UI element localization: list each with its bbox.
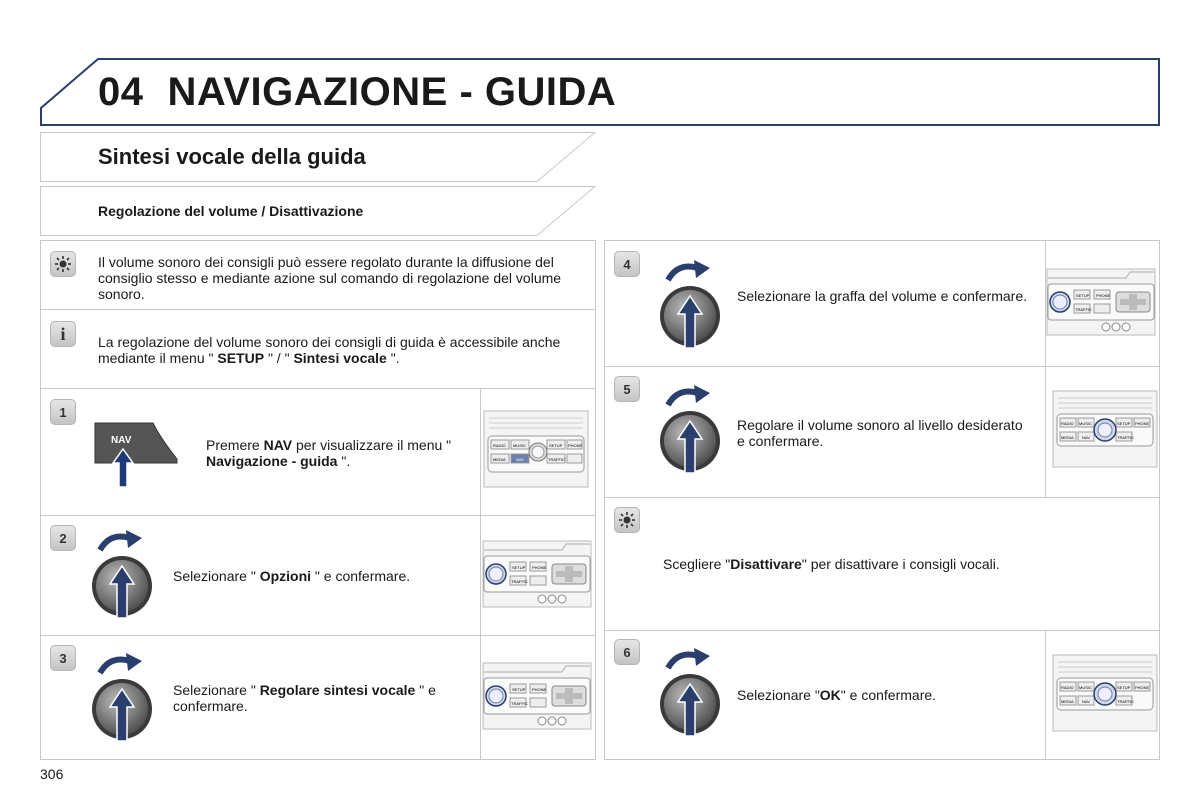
- svg-text:TRAFFIC: TRAFFIC: [511, 579, 528, 584]
- page-number: 306: [40, 766, 64, 782]
- svg-text:SETUP: SETUP: [1117, 685, 1131, 690]
- info-icon: i: [50, 321, 76, 347]
- tip-box: [40, 240, 596, 310]
- step-6-knob-icon: [658, 646, 728, 743]
- svg-text:TRAFFIC: TRAFFIC: [548, 457, 565, 462]
- tip-text: Il volume sonoro dei consigli può essere regolato durante la diffusione del consiglio stesso e mediante azione sul comando di regolazione del volume sonoro.: [98, 254, 562, 302]
- info-text: La regolazione del volume sonoro dei consigli di guida è accessibile anche mediante il menu " SETUP " / " Sintesi vocale ".: [98, 334, 561, 366]
- step-4-badge: 4: [614, 251, 640, 277]
- svg-text:MEDIA: MEDIA: [1061, 699, 1074, 704]
- svg-text:RADIO: RADIO: [493, 443, 506, 448]
- step-2-knob-icon: [90, 528, 160, 625]
- svg-text:NAV: NAV: [516, 457, 524, 462]
- tip-2-box: [604, 497, 1160, 631]
- step-6-badge: 6: [614, 639, 640, 665]
- step-6-text: Selezionare "OK" e confermare.: [737, 687, 937, 703]
- svg-text:SETUP: SETUP: [1117, 421, 1131, 426]
- chapter-number: 04: [98, 70, 144, 114]
- step-5-console-image: [1052, 390, 1158, 473]
- nav-key-icon: [91, 419, 181, 489]
- svg-text:NAV: NAV: [1082, 699, 1090, 704]
- step-5-badge: 5: [614, 376, 640, 402]
- svg-text:RADIO: RADIO: [1061, 421, 1074, 426]
- step-4-text: Selezionare la graffa del volume e confermare.: [737, 288, 1028, 304]
- tip-icon: [50, 251, 76, 277]
- step-1-badge: 1: [50, 399, 76, 425]
- svg-text:TRAFFIC: TRAFFIC: [511, 701, 528, 706]
- step-3-console-image: [482, 662, 592, 735]
- svg-text:PHONE: PHONE: [1096, 293, 1111, 298]
- step-3-knob-icon: [90, 651, 160, 748]
- chapter-name: NAVIGAZIONE - GUIDA: [167, 70, 617, 114]
- chapter-title: [98, 70, 616, 115]
- svg-text:PHONE: PHONE: [532, 687, 547, 692]
- step-5-text: Regolare il volume sonoro al livello desiderato e confermare.: [737, 417, 1023, 449]
- svg-text:RADIO: RADIO: [1061, 685, 1074, 690]
- svg-text:PHONE: PHONE: [568, 443, 583, 448]
- tip-2-text: Scegliere "Disattivare" per disattivare i consigli vocali.: [663, 556, 1000, 572]
- step-2-console-image: [482, 540, 592, 613]
- svg-text:MEDIA: MEDIA: [1061, 435, 1074, 440]
- step-2-text: Selezionare " Opzioni " e confermare.: [173, 568, 411, 584]
- svg-text:SETUP: SETUP: [549, 443, 563, 448]
- step-4-console-image: [1046, 268, 1156, 341]
- svg-text:PHONE: PHONE: [1135, 421, 1150, 426]
- step-6-console-image: [1052, 654, 1158, 737]
- svg-text:PHONE: PHONE: [1135, 685, 1150, 690]
- svg-text:SETUP: SETUP: [1076, 293, 1090, 298]
- svg-text:MUSIC: MUSIC: [1079, 685, 1092, 690]
- info-box: [40, 309, 596, 389]
- svg-text:SETUP: SETUP: [512, 687, 526, 692]
- svg-text:PHONE: PHONE: [532, 565, 547, 570]
- step-5-knob-icon: [658, 383, 728, 480]
- section-title: Sintesi vocale della guida: [98, 144, 366, 169]
- tip-2-icon: [614, 507, 640, 533]
- svg-text:MUSIC: MUSIC: [1079, 421, 1092, 426]
- step-1-console-image: [483, 410, 589, 493]
- svg-text:TRAFFIC: TRAFFIC: [1117, 435, 1134, 440]
- subsection-title: Regolazione del volume / Disattivazione: [98, 203, 364, 219]
- step-2-badge: 2: [50, 525, 76, 551]
- svg-text:TRAFFIC: TRAFFIC: [1075, 307, 1092, 312]
- step-1-text: Premere NAV per visualizzare il menu " Navigazione - guida ".: [206, 437, 452, 469]
- step-4-knob-icon: [658, 258, 728, 355]
- svg-text:MEDIA: MEDIA: [493, 457, 506, 462]
- step-3-badge: 3: [50, 645, 76, 671]
- svg-text:TRAFFIC: TRAFFIC: [1117, 699, 1134, 704]
- svg-text:MUSIC: MUSIC: [513, 443, 526, 448]
- step-3-text: Selezionare " Regolare sintesi vocale " e confermare.: [173, 682, 436, 714]
- svg-text:NAV: NAV: [1082, 435, 1090, 440]
- svg-text:NAV: NAV: [111, 435, 132, 446]
- svg-text:SETUP: SETUP: [512, 565, 526, 570]
